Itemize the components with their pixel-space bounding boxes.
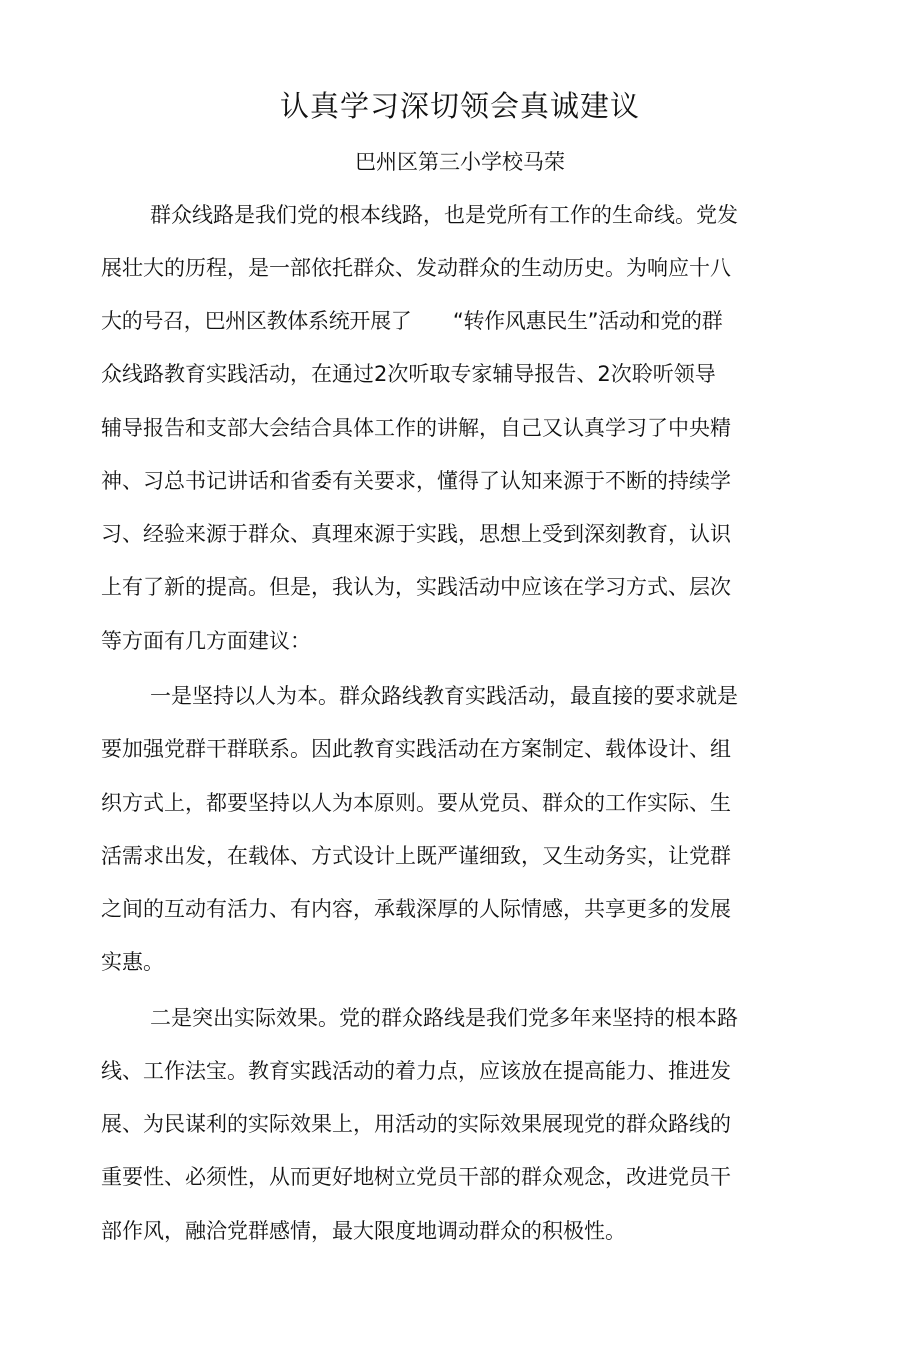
- text-line: 织方式上，都要坚持以人为本原则。要从党员、群众的工作实际、生: [101, 791, 731, 815]
- text-line: 一是坚持以人为本。群众路线教育实践活动，最直接的要求就是: [150, 684, 738, 708]
- document-author: 巴州区第三小学校马荣: [355, 150, 565, 174]
- text-line: 大的号召，巴州区教体系统开展了 “转作风惠民生”活动和党的群: [101, 309, 723, 333]
- text-line: 展壮大的历程，是一部依托群众、发动群众的生动历史。为响应十八: [101, 256, 731, 280]
- text-line: 活需求出发，在载体、方式设计上既严谨细致，又生动务实，让党群: [101, 844, 731, 868]
- text-line: 等方面有几方面建议：: [101, 629, 311, 653]
- text-line: 习、经验来源于群众、真理來源于实践，思想上受到深刻教育，认识: [101, 522, 731, 546]
- text-line: 群众线路是我们党的根本线路，也是党所有工作的生命线。党发: [150, 203, 738, 227]
- text-line: 部作风，融洽党群感情，最大限度地调动群众的积极性。: [101, 1219, 626, 1243]
- text-line: 重要性、必须性，从而更好地树立党员干部的群众观念，改进党员干: [101, 1165, 731, 1189]
- text-line: 展、为民谋利的实际效果上，用活动的实际效果展现党的群众路线的: [101, 1112, 731, 1136]
- text-line: 神、习总书记讲话和省委有关要求，懂得了认知来源于不断的持续学: [101, 469, 731, 493]
- text-line: 众线路教育实践活动，在通过2次听取专家辅导报告、2次聆听领导: [101, 362, 716, 386]
- document-title: 认真学习深切领会真诚建议: [279, 89, 640, 123]
- text-line: 辅导报告和支部大会结合具体工作的讲解，自己又认真学习了中央精: [101, 416, 731, 440]
- text-line: 之间的互动有活力、有内容，承载深厚的人际情感，共享更多的发展: [101, 897, 731, 921]
- text-line: 线、工作法宝。教育实践活动的着力点，应该放在提高能力、推进发: [101, 1059, 731, 1083]
- text-line: 实惠。: [101, 950, 164, 974]
- text-line: 上有了新的提高。但是，我认为，实践活动中应该在学习方式、层次: [101, 575, 731, 599]
- text-line: 要加强党群干群联系。因此教育实践活动在方案制定、载体设计、组: [101, 737, 731, 761]
- text-line: 二是突出实际效果。党的群众路线是我们党多年来坚持的根本路: [150, 1006, 738, 1030]
